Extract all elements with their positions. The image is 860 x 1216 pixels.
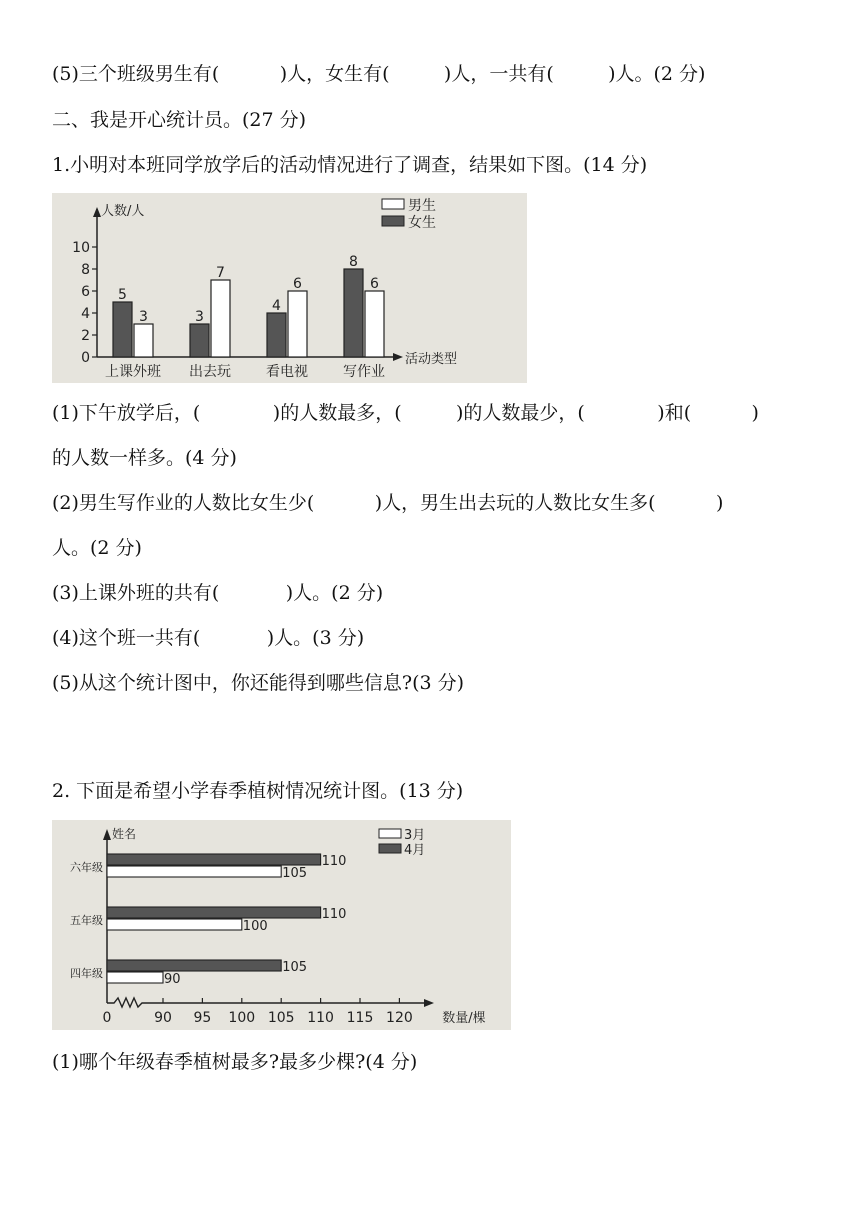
legend-label-0: 男生 (408, 198, 436, 214)
question-1-4: (4)这个班一共有( )人。(3 分) (52, 627, 365, 649)
question-2-1: (1)哪个年级春季植树最多?最多少棵?(4 分) (52, 1051, 418, 1073)
x-tick-label-5: 110 (307, 1010, 334, 1026)
bar-march-2 (107, 972, 163, 983)
question-5-top: (5)三个班级男生有( )人，女生有( )人，一共有( )人。(2 分) (52, 63, 706, 85)
activity-chart-svg (52, 193, 527, 383)
legend-swatch-1 (379, 844, 401, 853)
x-tick-label-4: 105 (267, 1010, 295, 1026)
legend-swatch-0 (379, 829, 401, 838)
bar-april-1 (107, 907, 321, 918)
category-label-0: 上课外班 (105, 364, 161, 380)
legend-label-1: 女生 (408, 215, 436, 231)
x-tick-label-1: 90 (154, 1010, 172, 1026)
x-axis-arrow (424, 999, 434, 1007)
bar-value-label-march-1: 100 (242, 919, 268, 934)
bar-value-label-girls-1: 3 (195, 309, 204, 325)
bar-value-label-boys-2: 6 (293, 276, 302, 292)
x-tick-label-6: 115 (346, 1010, 374, 1026)
y-tick-label-5: 10 (72, 240, 90, 256)
bar-value-label-april-2: 105 (282, 960, 308, 975)
bar-april-0 (107, 854, 321, 865)
category-label-3: 写作业 (343, 364, 385, 380)
question-1-5: (5)从这个统计图中，你还能得到哪些信息?(3 分) (52, 672, 465, 694)
section-2-heading: 二、我是开心统计员。(27 分) (52, 109, 307, 131)
bar-april-2 (107, 960, 281, 971)
bar-girls-2 (267, 313, 286, 357)
y-axis-arrow (93, 207, 101, 217)
question-1-2-line-a: (2)男生写作业的人数比女生少( )人，男生出去玩的人数比女生多( ) (52, 492, 724, 514)
x-tick-label-0: 0 (102, 1010, 112, 1026)
y-tick-label-3: 6 (81, 284, 90, 300)
legend-swatch-0 (382, 199, 404, 209)
bar-boys-1 (211, 280, 230, 357)
legend-swatch-1 (382, 216, 404, 226)
y-tick-label-0: 0 (81, 350, 90, 366)
x-tick-label-3: 100 (228, 1010, 256, 1026)
bar-value-label-april-0: 110 (321, 854, 347, 869)
bar-girls-1 (190, 324, 209, 357)
bar-value-label-boys-1: 7 (216, 265, 225, 281)
x-axis-arrow (393, 353, 403, 361)
x-tick-label-2: 95 (193, 1010, 212, 1026)
question-1-3: (3)上课外班的共有( )人。(2 分) (52, 582, 384, 604)
bar-value-label-boys-3: 6 (370, 276, 379, 292)
bar-value-label-girls-0: 5 (118, 287, 127, 303)
y-axis-label: 姓名 (112, 827, 137, 841)
bar-boys-2 (288, 291, 307, 357)
bar-value-label-march-0: 105 (282, 866, 308, 881)
y-axis-label: 人数/人 (101, 204, 145, 219)
question-1-intro: 1.小明对本班同学放学后的活动情况进行了调查，结果如下图。(14 分) (52, 154, 648, 176)
activity-chart (52, 193, 527, 383)
category-label-0: 六年级 (70, 861, 103, 874)
bar-march-1 (107, 919, 242, 930)
bar-value-label-april-1: 110 (321, 907, 347, 922)
bar-girls-0 (113, 302, 132, 357)
question-1-1-line-a: (1)下午放学后，( )的人数最多，( )的人数最少，( )和( ) (52, 402, 759, 424)
tree-planting-chart-svg (52, 820, 511, 1030)
bar-march-0 (107, 866, 281, 877)
question-2-intro: 2. 下面是希望小学春季植树情况统计图。(13 分) (52, 780, 464, 802)
category-label-2: 看电视 (266, 364, 308, 380)
y-tick-label-1: 2 (81, 328, 90, 344)
x-axis-label: 活动类型 (405, 352, 458, 367)
legend-label-1: 4月 (404, 843, 426, 858)
x-axis-with-break (107, 998, 428, 1007)
x-tick-label-7: 120 (386, 1010, 413, 1026)
category-label-2: 四年级 (70, 967, 103, 980)
y-tick-label-2: 4 (81, 306, 90, 322)
category-label-1: 出去玩 (189, 364, 231, 380)
bar-girls-3 (344, 269, 363, 357)
tree-planting-chart (52, 820, 511, 1030)
bar-value-label-girls-2: 4 (272, 298, 281, 314)
x-axis-label: 数量/棵 (442, 1011, 486, 1026)
question-1-2-line-b: 人。(2 分) (52, 537, 142, 559)
bar-value-label-march-2: 90 (164, 972, 181, 987)
bar-value-label-boys-0: 3 (139, 309, 148, 325)
bar-boys-0 (134, 324, 153, 357)
bar-value-label-girls-3: 8 (349, 254, 358, 270)
legend-label-0: 3月 (404, 828, 426, 843)
question-1-1-line-b: 的人数一样多。(4 分) (52, 447, 237, 469)
category-label-1: 五年级 (70, 914, 103, 927)
y-tick-label-4: 8 (81, 262, 90, 278)
bar-boys-3 (365, 291, 384, 357)
y-axis-arrow (103, 829, 111, 840)
